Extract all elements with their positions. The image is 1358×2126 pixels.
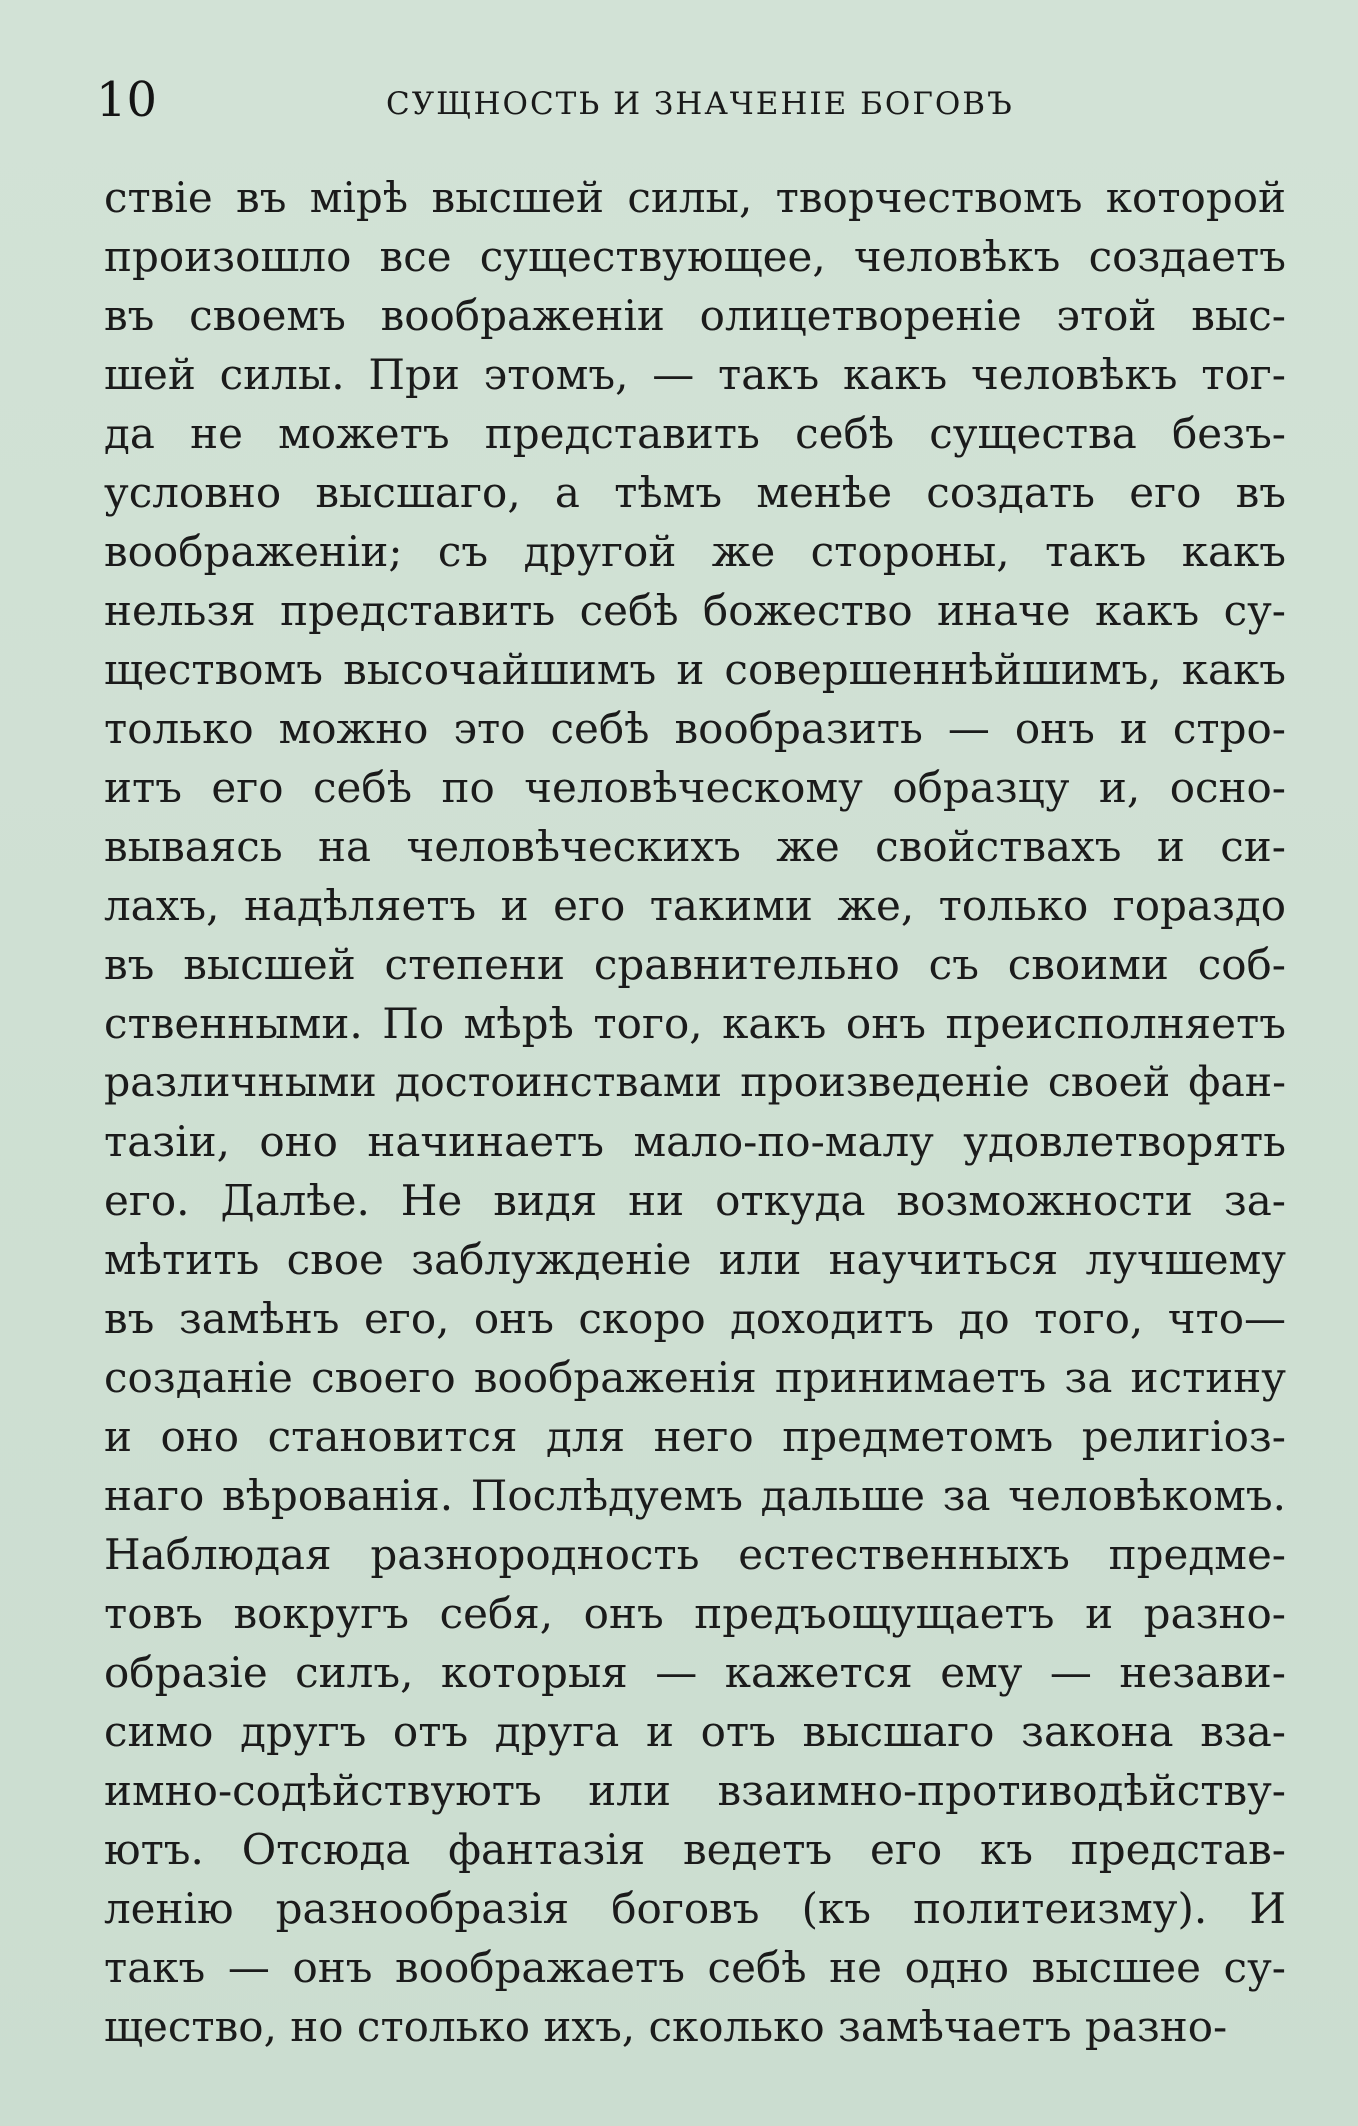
page-number: 10 xyxy=(96,72,158,128)
text-line: воображеніи; съ другой же стороны, такъ какъ xyxy=(104,527,1286,576)
text-line: условно высшаго, а тѣмъ менѣе создать его въ xyxy=(104,468,1286,517)
text-line: наго вѣрованія. Послѣдуемъ дальше за человѣкомъ. xyxy=(104,1471,1286,1520)
text-line: произошло все существующее, человѣкъ создаетъ xyxy=(104,232,1286,281)
text-line: созданіе своего воображенія принимаетъ за истину xyxy=(104,1353,1286,1402)
text-line: его. Далѣе. Не видя ни откуда возможности за- xyxy=(104,1176,1286,1225)
page-header xyxy=(96,62,1298,142)
text-line: различными достоинствами произведеніе своей фан- xyxy=(104,1058,1286,1106)
text-line: образіе силъ, которыя — кажется ему — незави- xyxy=(104,1648,1286,1697)
text-line: въ замѣнъ его, онъ скоро доходитъ до того, что— xyxy=(104,1294,1286,1343)
body-text xyxy=(104,168,1286,2056)
text-line: и оно становится для него предметомъ религіоз- xyxy=(104,1412,1286,1461)
text-line: вываясь на человѣческихъ же свойствахъ и си- xyxy=(104,822,1286,871)
text-line: шей силы. При этомъ, — такъ какъ человѣкъ тог- xyxy=(104,350,1286,399)
text-line: такъ — онъ воображаетъ себѣ не одно высшее су- xyxy=(104,1943,1286,1992)
text-line: ственными. По мѣрѣ того, какъ онъ преисполняетъ xyxy=(104,999,1286,1048)
text-line: ществомъ высочайшимъ и совершеннѣйшимъ, какъ xyxy=(104,645,1286,694)
text-line: щество, но столько ихъ, сколько замѣчаетъ разно- xyxy=(104,2002,1228,2051)
text-line: мѣтить свое заблужденіе или научиться лучшему xyxy=(104,1235,1286,1284)
text-line: Наблюдая разнородность естественныхъ предме- xyxy=(104,1530,1286,1579)
text-line: нельзя представить себѣ божество иначе какъ су- xyxy=(104,586,1286,635)
text-line: въ своемъ воображеніи олицетвореніе этой выс- xyxy=(104,291,1286,340)
text-line: симо другъ отъ друга и отъ высшаго закона вза- xyxy=(104,1707,1286,1756)
text-line: ютъ. Отсюда фантазія ведетъ его къ представ- xyxy=(104,1825,1286,1874)
text-line: товъ вокругъ себя, онъ предъощущаетъ и разно- xyxy=(104,1589,1286,1638)
text-line: да не можетъ представить себѣ существа безъ- xyxy=(104,409,1286,458)
text-line: ствіе въ мірѣ высшей силы, творчествомъ которой xyxy=(104,173,1286,222)
text-line: итъ его себѣ по человѣческому образцу и, осно- xyxy=(104,763,1286,812)
running-title: СУЩНОСТЬ И ЗНАЧЕНІЕ БОГОВЪ xyxy=(386,86,1014,122)
text-line: ленію разнообразія боговъ (къ политеизму). И xyxy=(104,1884,1286,1933)
text-line: только можно это себѣ вообразить — онъ и стро- xyxy=(104,704,1286,753)
text-line: тазіи, оно начинаетъ мало-по-малу удовлетворять xyxy=(104,1117,1286,1166)
text-line: лахъ, надѣляетъ и его такими же, только гораздо xyxy=(104,881,1286,930)
text-line: въ высшей степени сравнительно съ своими соб- xyxy=(104,940,1286,989)
text-line: имно-содѣйствуютъ или взаимно-противодѣйству- xyxy=(104,1766,1286,1815)
